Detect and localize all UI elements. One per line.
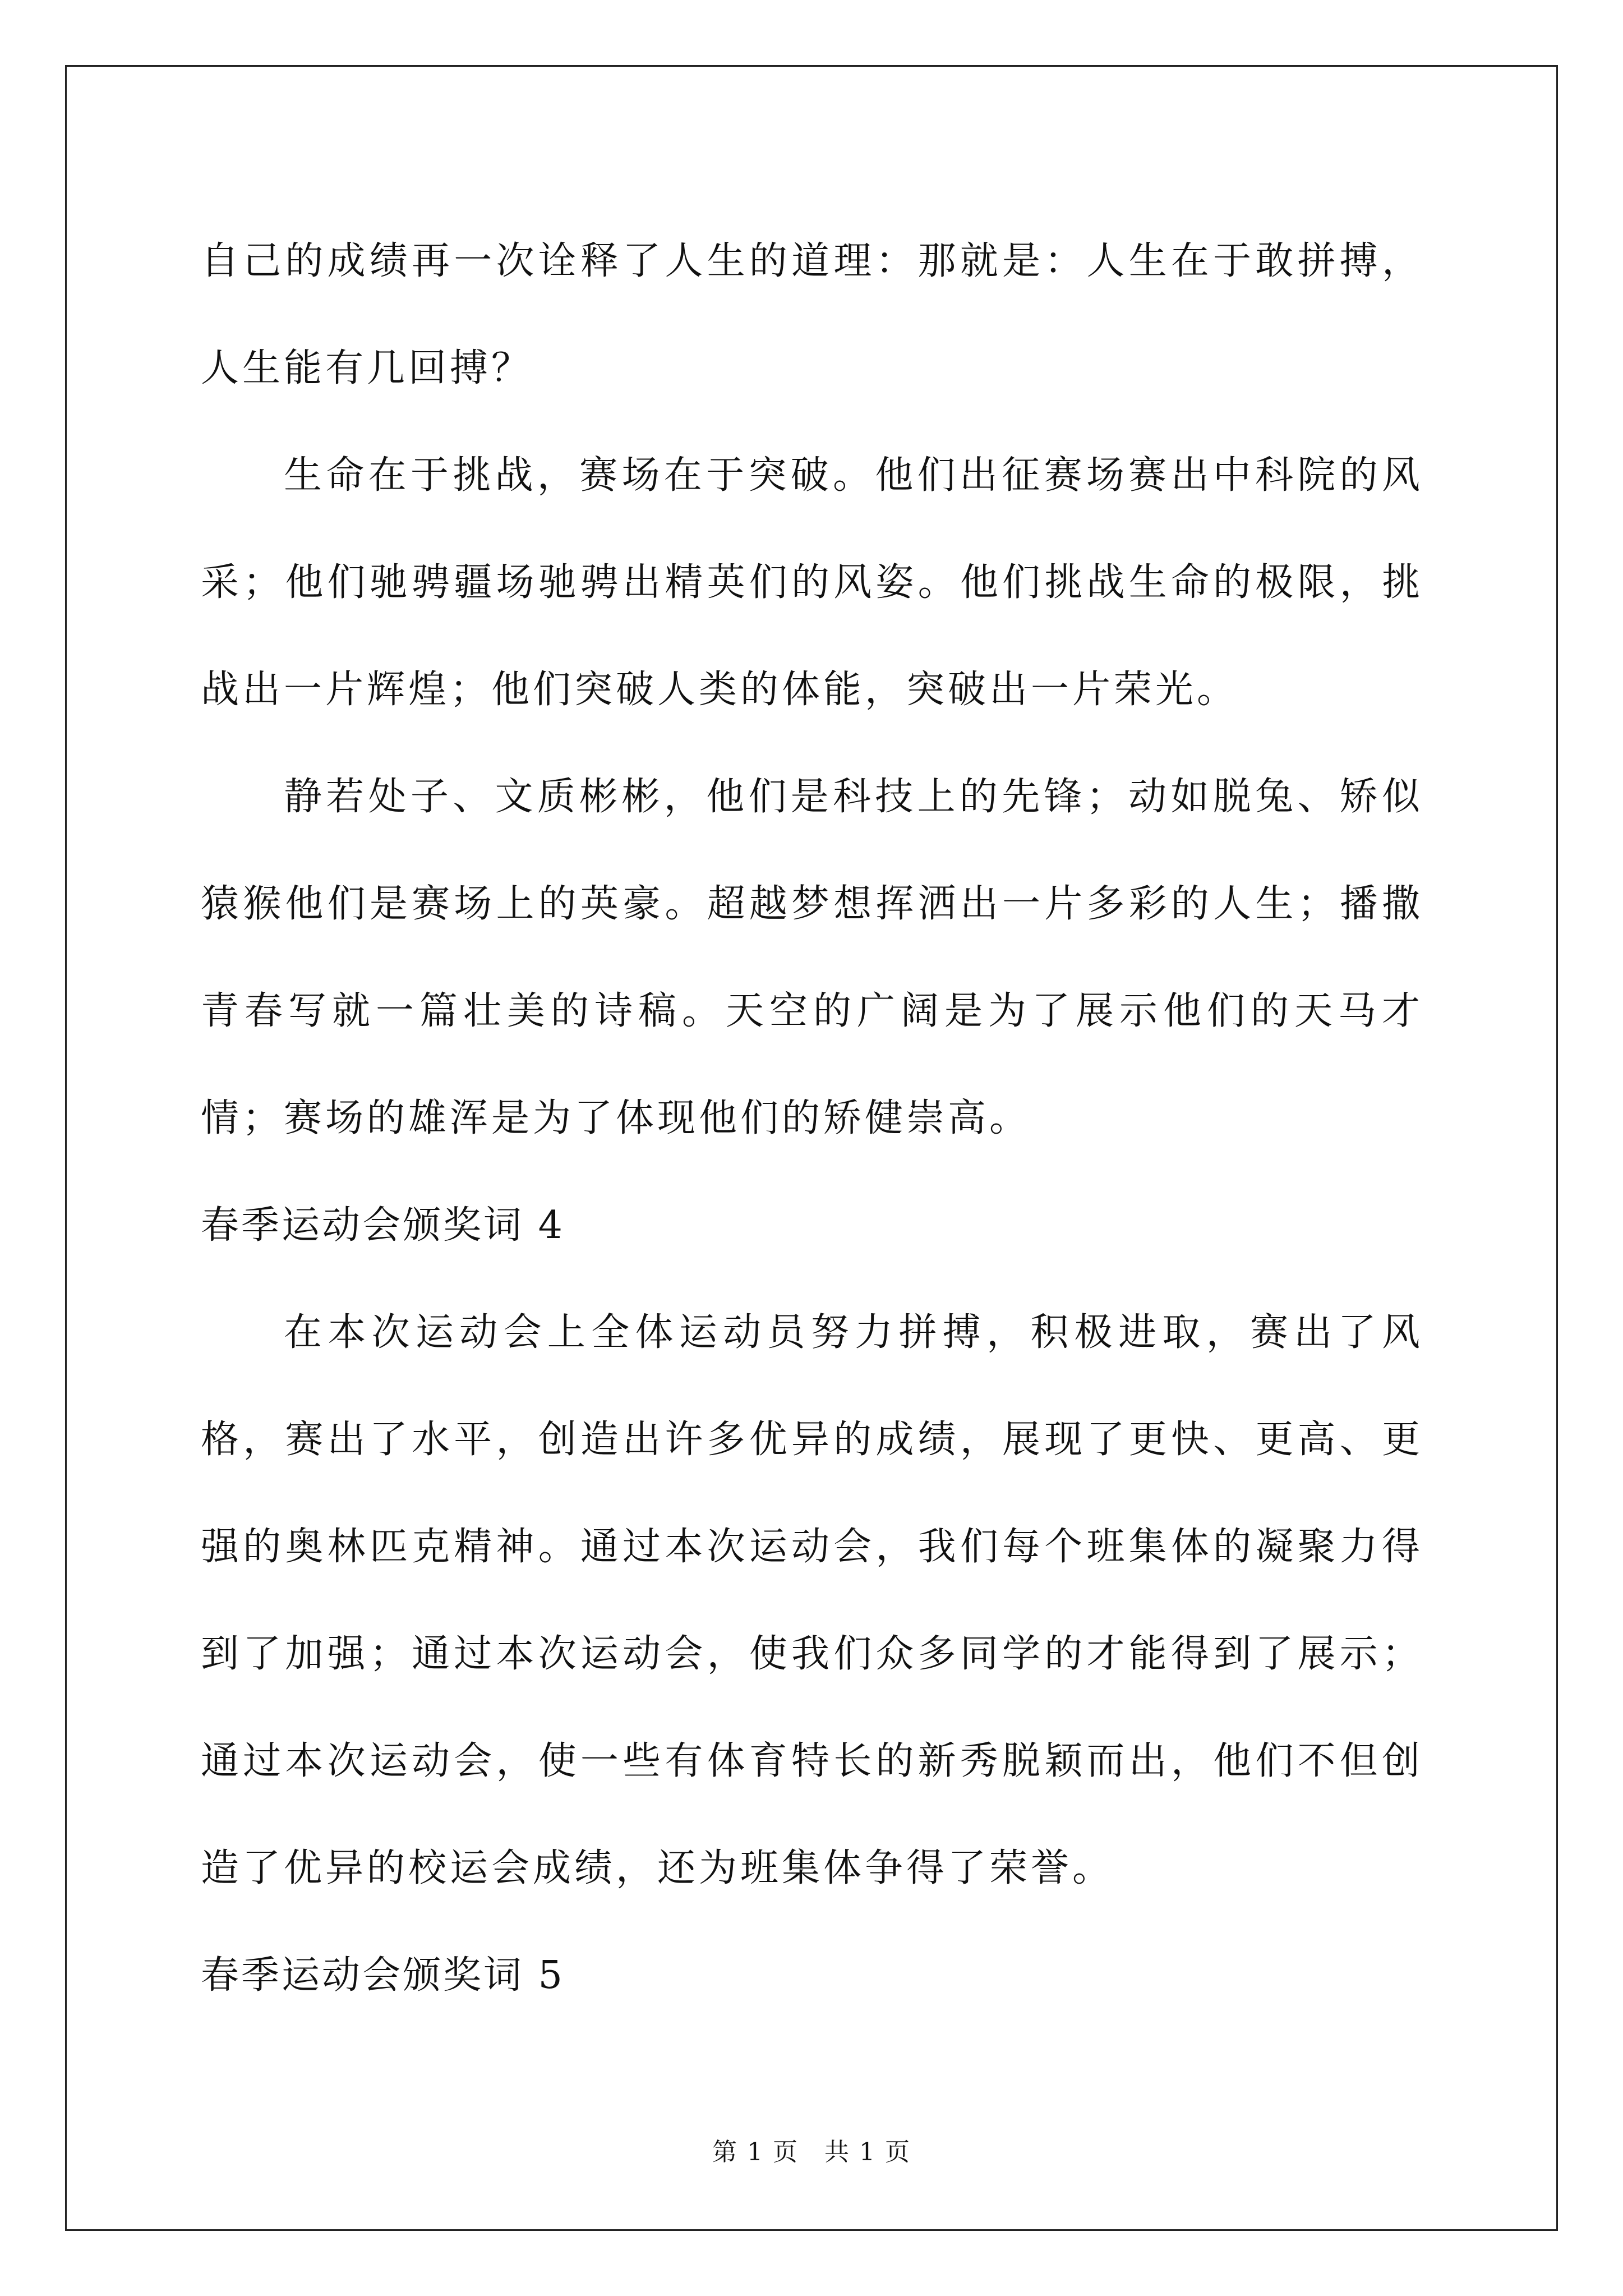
document-body [201,208,1423,2029]
section-heading-4: 春季运动会颁奖词 4 [201,1203,565,1248]
paragraph-2: 生命在于挑战，赛场在于突破。他们出征赛场赛出中科院的风采；他们驰骋疆场驰骋出精英们的风姿。他们挑战生命的极限，挑战出一片辉煌；他们突破人类的体能，突破出一片荣光。 [201,453,1423,712]
paragraph-4: 在本次运动会上全体运动员努力拼搏，积极进取，赛出了风格，赛出了水平，创造出许多优异的成绩，展现了更快、更高、更强的奥林匹克精神。通过本次运动会，我们每个班集体的凝聚力得到了加强；通过本次运动会，使我们众多同学的才能得到了展示；通过本次运动会，使一些有体育特长的新秀脱颖而出，他们不但创造了优异的校运会成绩，还为班集体争得了荣誉。 [201,1310,1423,1890]
paragraph-3: 静若处子、文质彬彬，他们是科技上的先锋；动如脱兔、矫似猿猴他们是赛场上的英豪。超越梦想挥洒出一片多彩的人生；播撒青春写就一篇壮美的诗稿。天空的广阔是为了展示他们的天马才情；赛场的雄浑是为了体现他们的矫健崇高。 [201,775,1423,1140]
page-footer: 第 1 页 共 1 页 [712,2138,911,2166]
section-heading-5: 春季运动会颁奖词 5 [201,1953,565,1998]
paragraph-1: 自己的成绩再一次诠释了人生的道理：那就是：人生在于敢拼搏，人生能有几回搏？ [201,239,1423,390]
